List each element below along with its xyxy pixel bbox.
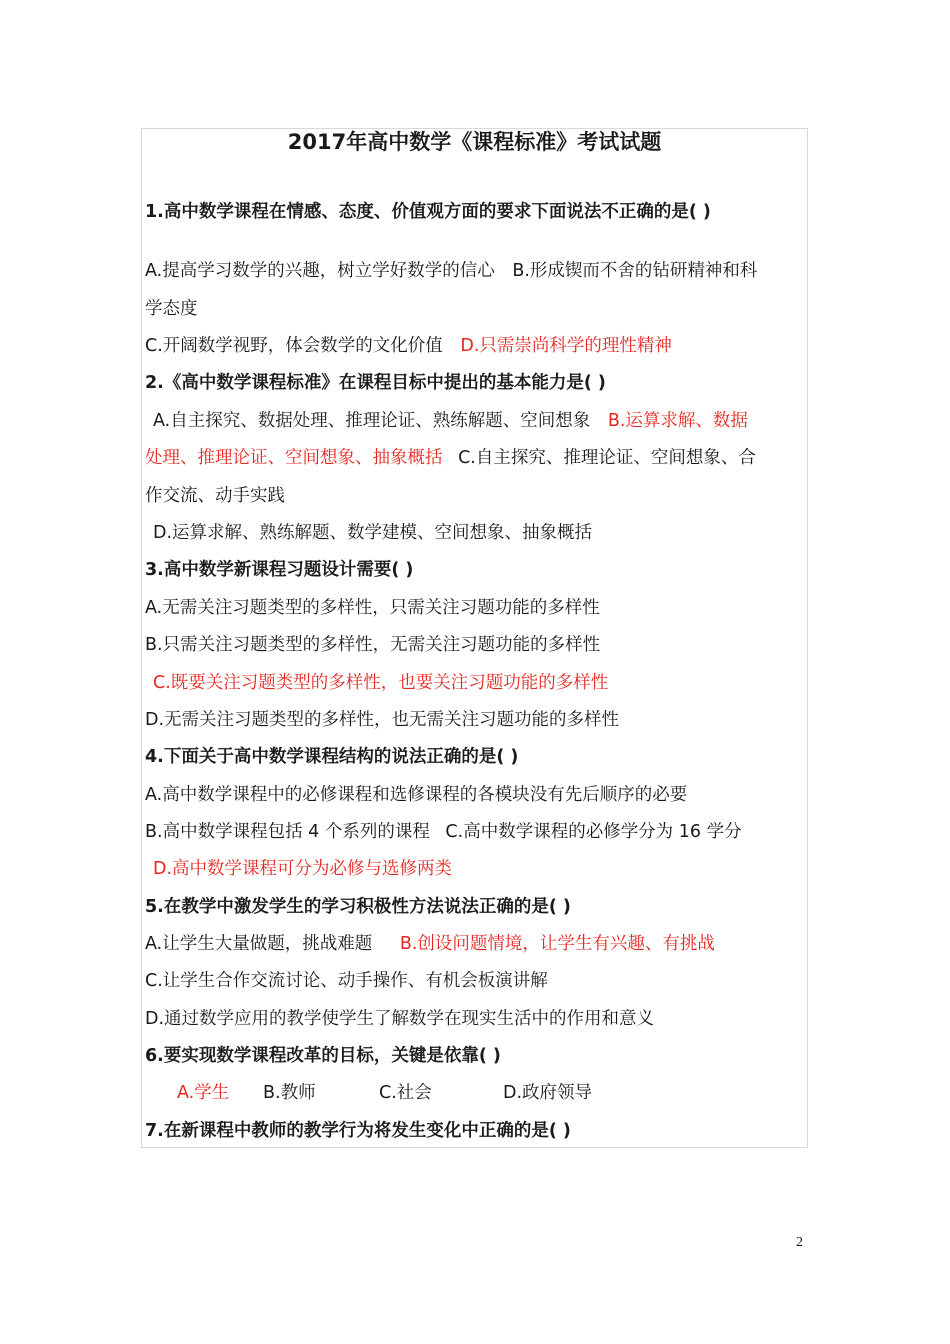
question-5-stem: 5.在教学中激发学生的学习积极性方法说法正确的是( ) (145, 897, 571, 917)
question-4-options-bc (145, 820, 742, 844)
question-2-option-b-cont-answer: 处理、推理论证、空间想象、抽象概括 (145, 448, 443, 468)
question-1-option-c: C.开阔数学视野，体会数学的文化价值 (145, 336, 443, 356)
question-1-option-a: A.提高学习数学的兴趣，树立学好数学的信心 (145, 261, 495, 281)
question-3-stem: 3.高中数学新课程习题设计需要( ) (145, 560, 414, 580)
question-7-stem: 7.在新课程中教师的教学行为将发生变化中正确的是( ) (145, 1121, 571, 1141)
question-6-option-c: C.社会 (379, 1083, 432, 1103)
question-6-option-a-answer: A.学生 (177, 1083, 230, 1103)
question-2-stem: 2.《高中数学课程标准》在课程目标中提出的基本能力是( ) (145, 373, 606, 393)
question-5-options-ab (145, 932, 715, 956)
question-2-option-c-cont: 作交流、动手实践 (145, 486, 285, 506)
question-3-option-d: D.无需关注习题类型的多样性，也无需关注习题功能的多样性 (145, 710, 620, 730)
document-title: 2017年高中数学《课程标准》考试试题 (287, 130, 662, 154)
question-2-option-d: D.运算求解、熟练解题、数学建模、空间想象、抽象概括 (153, 523, 593, 543)
page-number: 2 (796, 1235, 803, 1250)
question-2-option-c: C.自主探究、推理论证、空间想象、合 (458, 448, 756, 468)
question-6-option-d: D.政府领导 (503, 1083, 593, 1103)
question-1-options-cd (145, 334, 672, 358)
question-5-option-b-answer: B.创设问题情境，让学生有兴趣、有挑战 (399, 934, 715, 954)
question-2-options-ab (153, 409, 748, 433)
question-1-option-b: B.形成锲而不舍的钻研精神和科 (512, 261, 758, 281)
question-5-option-a: A.让学生大量做题，挑战难题 (145, 934, 373, 954)
question-6-option-b: B.教师 (263, 1083, 316, 1103)
question-4-option-a: A.高中数学课程中的必修课程和选修课程的各模块没有先后顺序的必要 (145, 785, 688, 805)
question-1-options-ab (145, 259, 757, 283)
question-4-stem: 4.下面关于高中数学课程结构的说法正确的是( ) (145, 747, 519, 767)
question-5-option-d: D.通过数学应用的教学使学生了解数学在现实生活中的作用和意义 (145, 1009, 655, 1029)
question-2-option-b-answer: B.运算求解、数据 (607, 411, 748, 431)
question-3-option-c-answer: C.既要关注习题类型的多样性，也要关注习题功能的多样性 (153, 673, 609, 693)
question-1-option-b-cont: 学态度 (145, 299, 198, 319)
question-2-line-3 (145, 446, 756, 470)
question-4-option-b: B.高中数学课程包括 4 个系列的课程 (145, 822, 430, 842)
question-4-option-d-answer: D.高中数学课程可分为必修与选修两类 (153, 859, 453, 879)
question-3-option-b: B.只需关注习题类型的多样性，无需关注习题功能的多样性 (145, 635, 601, 655)
question-2-option-a: A.自主探究、数据处理、推理论证、熟练解题、空间想象 (153, 411, 591, 431)
question-6-stem: 6.要实现数学课程改革的目标，关键是依靠( ) (145, 1046, 501, 1066)
question-5-option-c: C.让学生合作交流讨论、动手操作、有机会板演讲解 (145, 971, 548, 991)
question-4-option-c: C.高中数学课程的必修学分为 16 学分 (445, 822, 742, 842)
question-3-option-a: A.无需关注习题类型的多样性，只需关注习题功能的多样性 (145, 598, 600, 618)
question-1-stem: 1.高中数学课程在情感、态度、价值观方面的要求下面说法不正确的是( ) (145, 202, 711, 222)
question-1-option-d-answer: D.只需崇尚科学的理性精神 (460, 336, 672, 356)
